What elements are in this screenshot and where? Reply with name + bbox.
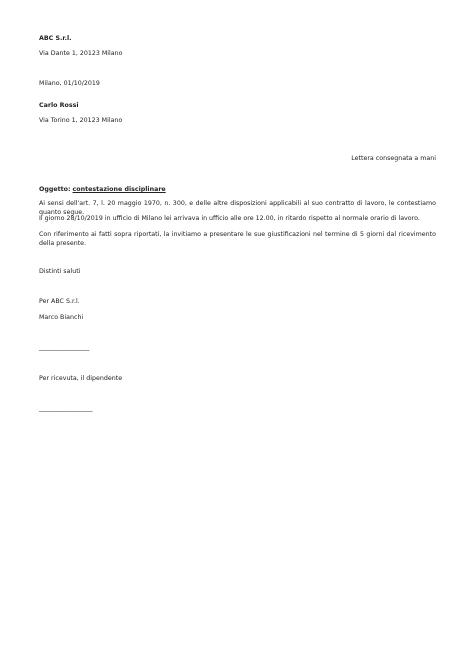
signature-on-behalf: Per ABC S.r.l.	[39, 298, 80, 305]
receipt-signature-line: _________________	[39, 405, 93, 412]
closing: Distinti saluti	[39, 268, 81, 275]
subject-label: Oggetto:	[39, 186, 71, 193]
receipt-label: Per ricevuta, il dipendente	[39, 375, 123, 382]
sender-address: Via Dante 1, 20123 Milano	[39, 50, 123, 57]
body-paragraph-2: Il giorno 28/10/2019 in ufficio di Milano lei arrivava in ufficio alle ore 12.00, in ritardo rispetto al normale orario di lavoro.	[39, 215, 420, 222]
body-paragraph-3: Con riferimento ai fatti sopra riportati, la invitiamo a presentare le sue giustificazioni nel termine di 5 giorni dal ricevimento della presente.	[39, 231, 436, 247]
recipient-address: Via Torino 1, 20123 Milano	[39, 117, 123, 124]
subject-text: contestazione disciplinare	[72, 186, 166, 193]
signature-signer: Marco Bianchi	[39, 314, 84, 321]
signature-line: ________________	[39, 344, 90, 351]
body-paragraph-1: Ai sensi dell'art. 7, l. 20 maggio 1970, n. 300, e delle altre disposizioni applicabili al suo contratto di lavoro, le contestiamo quanto segue.	[39, 200, 436, 216]
sender-company: ABC S.r.l.	[39, 35, 72, 42]
subject-line	[39, 186, 166, 194]
recipient-name: Carlo Rossi	[39, 102, 79, 109]
delivery-note: Lettera consegnata a mani	[351, 155, 436, 162]
date-line: Milano, 01/10/2019	[39, 80, 100, 87]
